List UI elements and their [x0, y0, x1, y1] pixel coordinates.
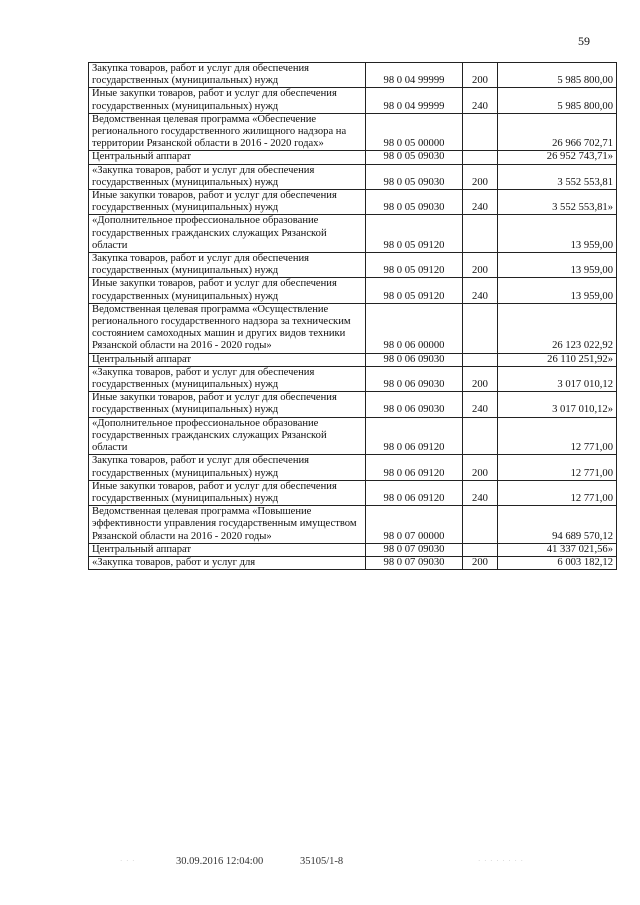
row-amount: 5 985 800,00: [498, 63, 617, 88]
row-name: Ведомственная целевая программа «Повышение эффективности управления государственным имуществом Рязанской области на 2016 - 2020 годы»: [89, 506, 366, 544]
row-vr: 200: [463, 63, 498, 88]
table-row: [89, 392, 617, 417]
budget-table-body: [89, 63, 617, 570]
row-name: «Закупка товаров, работ и услуг для обеспечения государственных (муниципальных) нужд: [89, 366, 366, 391]
row-code: 98 0 05 09030: [366, 164, 463, 189]
row-amount: 3 552 553,81: [498, 164, 617, 189]
page-number: 59: [578, 34, 590, 48]
table-row: [89, 353, 617, 366]
row-amount: 26 110 251,92»: [498, 353, 617, 366]
row-vr: [463, 113, 498, 151]
row-code: 98 0 06 09030: [366, 366, 463, 391]
row-amount: 3 017 010,12»: [498, 392, 617, 417]
row-code: 98 0 05 09120: [366, 215, 463, 253]
row-amount: 26 123 022,92: [498, 303, 617, 353]
table-row: [89, 506, 617, 544]
table-row: [89, 88, 617, 113]
row-vr: [463, 417, 498, 455]
row-name: Закупка товаров, работ и услуг для обеспечения государственных (муниципальных) нужд: [89, 63, 366, 88]
row-code: 98 0 07 09030: [366, 556, 463, 569]
row-name: «Закупка товаров, работ и услуг для: [89, 556, 366, 569]
row-vr: 240: [463, 480, 498, 505]
table-row: [89, 190, 617, 215]
row-amount: 6 003 182,12: [498, 556, 617, 569]
table-row: [89, 543, 617, 556]
row-amount: 26 952 743,71»: [498, 151, 617, 164]
table-row: [89, 303, 617, 353]
row-name: Иные закупки товаров, работ и услуг для обеспечения государственных (муниципальных) нужд: [89, 480, 366, 505]
table-row: [89, 151, 617, 164]
row-amount: 94 689 570,12: [498, 506, 617, 544]
row-vr: 200: [463, 253, 498, 278]
row-code: 98 0 04 99999: [366, 88, 463, 113]
footer-doc-number: 35105/1-8: [300, 856, 344, 867]
row-vr: 200: [463, 164, 498, 189]
row-code: 98 0 04 99999: [366, 63, 463, 88]
row-name: Ведомственная целевая программа «Обеспечение регионального государственного жилищного надзора на территории Рязанской области в 2016 - 2020 годах»: [89, 113, 366, 151]
footer-timestamp: 30.09.2016 12:04:00: [176, 856, 264, 867]
row-code: 98 0 07 09030: [366, 543, 463, 556]
row-code: 98 0 05 09120: [366, 253, 463, 278]
row-amount: 3 552 553,81»: [498, 190, 617, 215]
row-amount: 13 959,00: [498, 253, 617, 278]
row-name: Центральный аппарат: [89, 151, 366, 164]
row-name: «Дополнительное профессиональное образование государственных гражданских служащих Рязанской области: [89, 417, 366, 455]
row-vr: 240: [463, 392, 498, 417]
row-vr: 200: [463, 455, 498, 480]
budget-table: [88, 62, 617, 570]
row-code: 98 0 07 00000: [366, 506, 463, 544]
row-amount: 12 771,00: [498, 455, 617, 480]
table-row: [89, 164, 617, 189]
row-name: Иные закупки товаров, работ и услуг для обеспечения государственных (муниципальных) нужд: [89, 392, 366, 417]
row-code: 98 0 05 09120: [366, 278, 463, 303]
row-name: Иные закупки товаров, работ и услуг для обеспечения государственных (муниципальных) нужд: [89, 190, 366, 215]
row-vr: [463, 353, 498, 366]
row-vr: 240: [463, 190, 498, 215]
table-row: [89, 417, 617, 455]
row-code: 98 0 06 09030: [366, 392, 463, 417]
row-vr: [463, 506, 498, 544]
row-amount: 12 771,00: [498, 480, 617, 505]
row-name: Ведомственная целевая программа «Осуществление регионального государственного надзора за техническим состоянием самоходных машин и других видов техники Рязанской области на 2016 - 2020 годы»: [89, 303, 366, 353]
row-name: «Закупка товаров, работ и услуг для обеспечения государственных (муниципальных) нужд: [89, 164, 366, 189]
row-name: Иные закупки товаров, работ и услуг для обеспечения государственных (муниципальных) нужд: [89, 278, 366, 303]
row-amount: 5 985 800,00: [498, 88, 617, 113]
row-vr: 240: [463, 278, 498, 303]
row-code: 98 0 05 09030: [366, 190, 463, 215]
row-vr: [463, 215, 498, 253]
row-code: 98 0 05 09030: [366, 151, 463, 164]
table-row: [89, 278, 617, 303]
row-amount: 12 771,00: [498, 417, 617, 455]
row-vr: 200: [463, 366, 498, 391]
row-name: Закупка товаров, работ и услуг для обеспечения государственных (муниципальных) нужд: [89, 253, 366, 278]
table-row: [89, 366, 617, 391]
row-amount: 13 959,00: [498, 215, 617, 253]
row-vr: 200: [463, 556, 498, 569]
row-name: Иные закупки товаров, работ и услуг для обеспечения государственных (муниципальных) нужд: [89, 88, 366, 113]
scan-smudge: · · · · · · · ·: [478, 857, 524, 865]
row-name: Центральный аппарат: [89, 543, 366, 556]
row-name: «Дополнительное профессиональное образование государственных гражданских служащих Рязанской области: [89, 215, 366, 253]
row-name: Закупка товаров, работ и услуг для обеспечения государственных (муниципальных) нужд: [89, 455, 366, 480]
table-row: [89, 455, 617, 480]
row-vr: [463, 151, 498, 164]
table-row: [89, 480, 617, 505]
scan-smudge: · · ·: [120, 857, 136, 865]
row-name: Центральный аппарат: [89, 353, 366, 366]
table-row: [89, 253, 617, 278]
row-code: 98 0 06 09120: [366, 417, 463, 455]
table-row: [89, 63, 617, 88]
row-code: 98 0 06 09120: [366, 480, 463, 505]
row-vr: 240: [463, 88, 498, 113]
row-code: 98 0 05 00000: [366, 113, 463, 151]
table-row: [89, 556, 617, 569]
row-code: 98 0 06 09030: [366, 353, 463, 366]
row-amount: 13 959,00: [498, 278, 617, 303]
row-amount: 41 337 021,56»: [498, 543, 617, 556]
table-row: [89, 113, 617, 151]
row-amount: 26 966 702,71: [498, 113, 617, 151]
table-row: [89, 215, 617, 253]
row-code: 98 0 06 09120: [366, 455, 463, 480]
row-amount: 3 017 010,12: [498, 366, 617, 391]
row-code: 98 0 06 00000: [366, 303, 463, 353]
row-vr: [463, 543, 498, 556]
row-vr: [463, 303, 498, 353]
